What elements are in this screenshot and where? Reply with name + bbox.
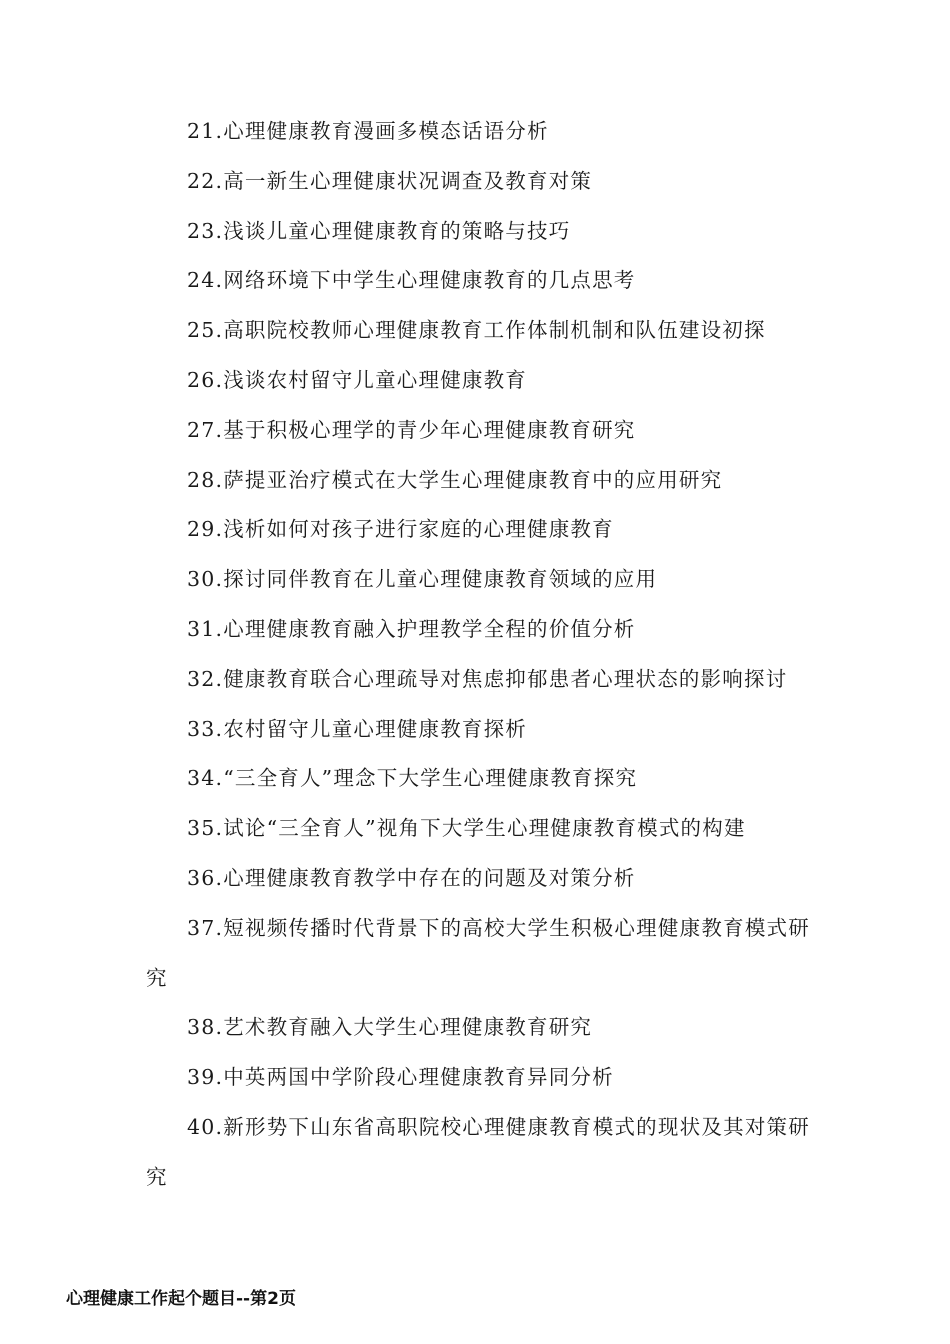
list-item: 36.心理健康教育教学中存在的问题及对策分析 <box>187 865 636 890</box>
list-item: 37.短视频传播时代背景下的高校大学生积极心理健康教育模式研究 <box>146 915 810 990</box>
list-item: 28.萨提亚治疗模式在大学生心理健康教育中的应用研究 <box>187 467 723 492</box>
list-item: 29.浅析如何对孩子进行家庭的心理健康教育 <box>187 517 614 542</box>
list-item: 34.“三全育人”理念下大学生心理健康教育探究 <box>187 766 638 791</box>
list-item: 38.艺术教育融入大学生心理健康教育研究 <box>187 1015 593 1040</box>
list-item: 33.农村留守儿童心理健康教育探析 <box>187 716 528 741</box>
list-item: 31.心理健康教育融入护理教学全程的价值分析 <box>187 616 636 641</box>
list-item: 40.新形势下山东省高职院校心理健康教育模式的现状及其对策研究 <box>146 1114 810 1189</box>
page-footer: 心理健康工作起个题目--第2页 <box>66 1289 296 1309</box>
list-item: 39.中英两国中学阶段心理健康教育异同分析 <box>187 1065 614 1090</box>
list-item: 30.探讨同伴教育在儿童心理健康教育领域的应用 <box>187 567 658 592</box>
list-item: 26.浅谈农村留守儿童心理健康教育 <box>187 367 528 392</box>
list-item: 35.试论“三全育人”视角下大学生心理健康教育模式的构建 <box>187 816 746 841</box>
list-item: 22.高一新生心理健康状况调查及教育对策 <box>187 168 593 193</box>
topic-list <box>146 107 810 1203</box>
list-item: 27.基于积极心理学的青少年心理健康教育研究 <box>187 417 636 442</box>
list-item: 32.健康教育联合心理疏导对焦虑抑郁患者心理状态的影响探讨 <box>187 666 788 691</box>
list-item: 21.心理健康教育漫画多模态话语分析 <box>187 119 549 143</box>
list-item: 24.网络环境下中学生心理健康教育的几点思考 <box>187 268 636 293</box>
list-item: 23.浅谈儿童心理健康教育的策略与技巧 <box>187 218 571 243</box>
list-item: 25.高职院校教师心理健康教育工作体制机制和队伍建设初探 <box>187 318 766 343</box>
